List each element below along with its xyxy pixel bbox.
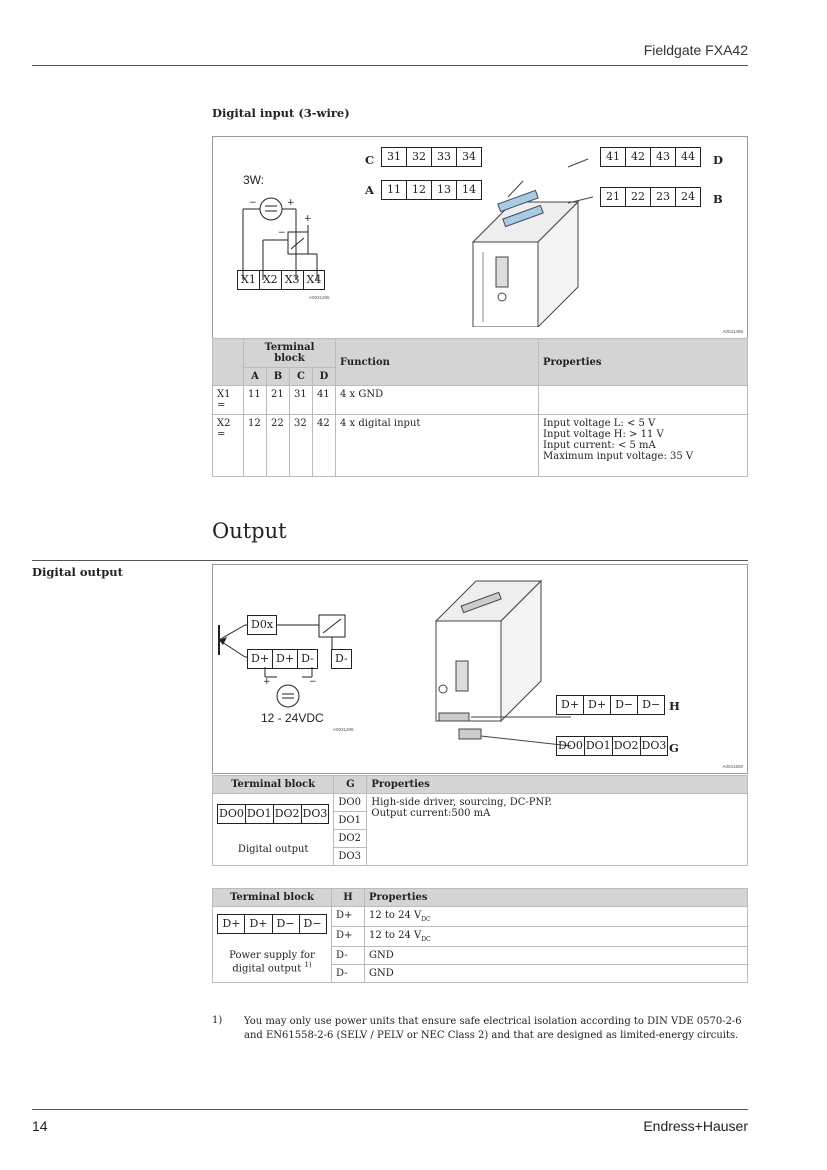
terminal: 14 (462, 183, 476, 196)
function-cell: 4 x GND (336, 386, 539, 415)
terminal-block-header: Terminal block (213, 776, 334, 794)
block-caption: Digital output (237, 844, 309, 855)
column-a-header: A (244, 368, 267, 386)
digital-input-figure (212, 136, 748, 339)
digital-output-table-g (212, 775, 748, 866)
properties-cell (539, 415, 748, 477)
terminal: DO1 (246, 805, 274, 823)
properties-cell (365, 907, 748, 927)
properties-header: Properties (365, 889, 748, 907)
table-row (213, 415, 748, 477)
fieldgate-device-output-icon (431, 571, 571, 751)
g-terminal-block (217, 804, 329, 824)
function-cell: 4 x digital input (336, 415, 539, 477)
terminal: D+ (584, 696, 611, 714)
terminal-cell: D+ (332, 927, 365, 947)
block-g-letter: G (669, 741, 679, 755)
block-c-letter: C (365, 153, 375, 167)
cell: 22 (267, 415, 290, 477)
terminal: 33 (432, 148, 457, 166)
terminal: 11 (382, 181, 407, 199)
column-b-header: B (267, 368, 290, 386)
terminal: D− (611, 696, 638, 714)
voltage-label: 12 - 24VDC (261, 711, 324, 725)
terminal-x3: X3 (282, 271, 304, 289)
terminal-block-header: Terminal block (244, 339, 336, 368)
terminal: D− (273, 915, 300, 933)
terminal-cell: DO3 (334, 848, 367, 866)
terminal: 12 (407, 181, 432, 199)
digital-input-table (212, 338, 748, 477)
terminal-block-b (600, 187, 701, 207)
block-b-letter: B (713, 192, 723, 206)
schematic-minus-terminal (331, 649, 352, 669)
terminal: 32 (407, 148, 432, 166)
svg-text:+: + (304, 214, 312, 224)
digital-input-heading: Digital input (3-wire) (212, 106, 350, 120)
dc-source-icon (275, 683, 301, 709)
terminal: 23 (651, 188, 676, 206)
schematic-3w-label: 3W: (243, 173, 265, 187)
h-terminal-block (217, 914, 326, 934)
properties-cell: GND (365, 947, 748, 965)
terminal: D+ (248, 650, 273, 668)
block-d-letter: D (713, 153, 723, 167)
terminal-block-cell (213, 794, 334, 866)
cell: 31 (290, 386, 313, 415)
schematic-power-terminals (247, 649, 318, 669)
terminal: 13 (432, 181, 457, 199)
terminal: 42 (626, 148, 651, 166)
terminal: DO3 (302, 807, 328, 820)
property-line: Maximum input voltage: 35 V (543, 451, 694, 462)
terminal: D+ (218, 915, 245, 933)
property-line: Output current:500 mA (371, 808, 491, 819)
prop-sub: DC (421, 936, 431, 943)
properties-header: Properties (539, 339, 748, 386)
terminal: D− (303, 917, 322, 931)
terminal: 41 (601, 148, 626, 166)
footer-rule (32, 1109, 748, 1110)
terminal-block-cell (213, 907, 332, 983)
digital-output-figure (212, 564, 748, 774)
cell: 21 (267, 386, 290, 415)
h-column-header: H (332, 889, 365, 907)
terminal: DO2 (274, 805, 302, 823)
cell: 41 (313, 386, 336, 415)
fieldgate-device-icon (468, 157, 608, 327)
block-caption-line-2 (217, 961, 327, 974)
terminal: 21 (601, 188, 626, 206)
g-column-header: G (334, 776, 367, 794)
properties-cell (367, 794, 748, 866)
page-number: 14 (32, 1118, 48, 1134)
block-a-letter: A (365, 183, 374, 197)
footnote-ref[interactable]: 1) (304, 961, 312, 970)
terminal: D+ (273, 650, 298, 668)
terminal: DO0 (218, 805, 246, 823)
terminal: DO3 (641, 739, 667, 752)
page-header-title: Fieldgate FXA42 (643, 42, 748, 58)
terminal: DO0 (557, 737, 585, 755)
output-rule (32, 560, 748, 561)
terminal: D- (301, 652, 314, 665)
terminal: D- (335, 652, 348, 665)
properties-cell: GND (365, 965, 748, 983)
header-rule (32, 65, 748, 66)
cell: 11 (244, 386, 267, 415)
row-label-header (213, 339, 244, 386)
properties-header: Properties (367, 776, 748, 794)
properties-cell (365, 927, 748, 947)
block-caption-text: digital output (232, 963, 302, 975)
device-terminal-block-g (556, 736, 668, 756)
terminal-cell: D- (332, 965, 365, 983)
cell: 32 (290, 415, 313, 477)
table-row (213, 386, 748, 415)
output-device-code: A0031500 (722, 764, 743, 769)
digital-output-side-title: Digital output (32, 565, 123, 579)
terminal-x4: X4 (306, 273, 322, 286)
terminal: 24 (681, 190, 695, 203)
brand-name: Endress+Hauser (643, 1118, 748, 1134)
prop-text: 12 to 24 V (369, 910, 422, 921)
column-c-header: C (290, 368, 313, 386)
terminal: DO2 (613, 737, 641, 755)
output-section-title: Output (212, 519, 287, 543)
property-line: Input voltage H: > 11 V (543, 429, 664, 440)
properties-cell (539, 386, 748, 415)
schematic-code: A0031285 (309, 295, 330, 300)
terminal-cell: DO2 (334, 830, 367, 848)
terminal-block-a (381, 180, 482, 200)
prop-sub: DC (421, 916, 431, 923)
d0x-label: D0x (251, 618, 274, 631)
property-line: Input current: < 5 mA (543, 440, 656, 451)
terminal-x2: X2 (260, 271, 282, 289)
svg-text:−: − (278, 228, 286, 238)
prop-text: 12 to 24 V (369, 930, 422, 941)
row-label: X1 = (213, 386, 244, 415)
terminal: 44 (681, 150, 695, 163)
terminal: D+ (245, 915, 272, 933)
terminal-block-d (600, 147, 701, 167)
property-line: High-side driver, sourcing, DC-PNP. (371, 797, 553, 808)
column-d-header: D (313, 368, 336, 386)
row-label: X2 = (213, 415, 244, 477)
device-code: A0031499 (722, 329, 743, 334)
terminal-cell: D+ (332, 907, 365, 927)
terminal-cell: D- (332, 947, 365, 965)
function-header: Function (336, 339, 539, 386)
terminal-block-c (381, 147, 482, 167)
device-terminal-block-h (556, 695, 665, 715)
svg-text:+: + (287, 198, 295, 208)
terminal: DO1 (585, 737, 613, 755)
terminal: D− (642, 698, 661, 711)
property-line: Input voltage L: < 5 V (543, 418, 656, 429)
schematic-terminal-block (237, 270, 325, 290)
d0x-label-box (247, 615, 277, 635)
terminal-x1: X1 (238, 271, 260, 289)
output-schematic-code: A0031286 (333, 727, 354, 732)
terminal-block-header: Terminal block (213, 889, 332, 907)
terminal: 34 (462, 150, 476, 163)
block-h-letter: H (669, 699, 680, 713)
terminal-cell: DO0 (334, 794, 367, 812)
plus-sign: + (263, 677, 271, 687)
cell: 42 (313, 415, 336, 477)
svg-text:−: − (249, 198, 257, 208)
footnote-text: You may only use power units that ensure safe electrical isolation according to DIN VDE 0570-2-6 and EN61558-2-6 (SELV / PELV or NEC Class 2) and that are designed as limited-energy circuits. (244, 1016, 742, 1041)
terminal: 43 (651, 148, 676, 166)
terminal: 22 (626, 188, 651, 206)
footnote-number: 1) (212, 1015, 223, 1026)
terminal-cell: DO1 (334, 812, 367, 830)
block-caption-line-1: Power supply for (229, 950, 315, 962)
terminal: D+ (557, 696, 584, 714)
minus-sign: − (309, 677, 317, 687)
digital-output-table-h (212, 888, 748, 983)
cell: 12 (244, 415, 267, 477)
terminal: 31 (382, 148, 407, 166)
